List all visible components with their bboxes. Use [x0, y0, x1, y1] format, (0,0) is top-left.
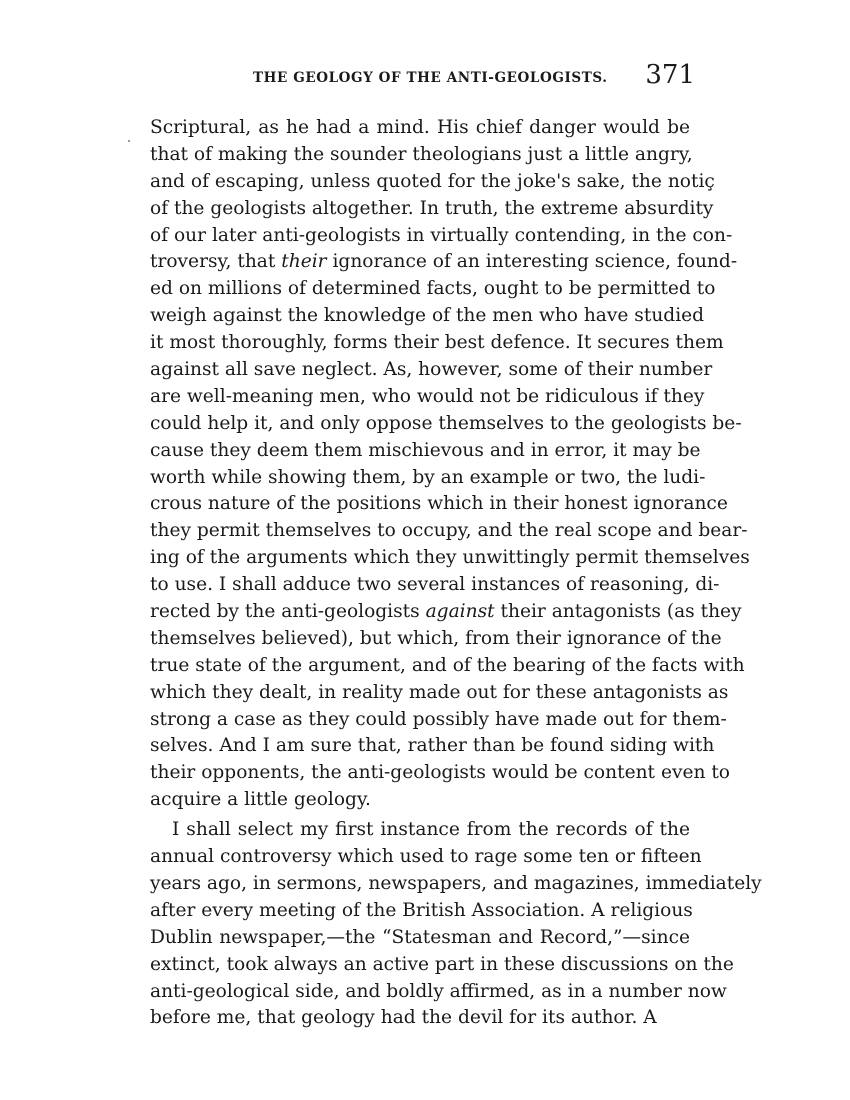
text-line: anti-geological side, and boldly affirmed, as in a number now — [150, 980, 727, 1002]
text-line: rected by the anti-geologists against their antagonists (as they — [150, 601, 742, 623]
text-line: true state of the argument, and of the bearing of the facts with — [150, 654, 745, 676]
text-line: extinct, took always an active part in these discussions on the — [150, 953, 734, 975]
text-line: annual controversy which used to rage some ten or fifteen — [150, 846, 702, 868]
text-line: of our later anti-geologists in virtually contending, in the con- — [150, 224, 733, 246]
body-text — [150, 115, 762, 1032]
text-line: themselves believed), but which, from their ignorance of the — [150, 627, 722, 649]
text-line: which they dealt, in reality made out for these antagonists as — [150, 681, 729, 703]
paragraph — [150, 817, 762, 1032]
text-line: of the geologists altogether. In truth, the extreme absurdity — [150, 197, 714, 219]
text-line: and of escaping, unless quoted for the joke's sake, the notiç — [150, 170, 715, 192]
text-line: Dublin newspaper,—the “Statesman and Record,”—since — [150, 926, 690, 948]
text-line: worth while showing them, by an example or two, the ludi- — [150, 466, 706, 488]
text-line: could help it, and only oppose themselves to the geologists be- — [150, 412, 742, 434]
text-line: to use. I shall adduce two several instances of reasoning, di- — [150, 574, 720, 596]
text-line: before me, that geology had the devil for its author. A — [150, 1007, 657, 1029]
text-line: their opponents, the anti-geologists would be content even to — [150, 762, 731, 784]
text-line: against all save neglect. As, however, some of their number — [150, 359, 713, 381]
text-line: it most thoroughly, forms their best defence. It secures them — [150, 332, 724, 354]
text-line: ing of the arguments which they unwittingly permit themselves — [150, 547, 750, 569]
text-line: selves. And I am sure that, rather than be found siding with — [150, 735, 715, 757]
text-line: I shall select my first instance from the records of the — [172, 819, 690, 841]
text-line: troversy, that their ignorance of an interesting science, found- — [150, 251, 738, 273]
paragraph — [150, 115, 750, 814]
text-line: crous nature of the positions which in their honest ignorance — [150, 493, 728, 515]
running-head — [150, 60, 695, 96]
text-line: they permit themselves to occupy, and the real scope and bear- — [150, 520, 748, 542]
running-title: THE GEOLOGY OF THE ANTI-GEOLOGISTS. — [253, 70, 608, 86]
margin-speck — [128, 140, 130, 142]
text-line: strong a case as they could possibly have made out for them- — [150, 708, 727, 730]
text-line: acquire a little geology. — [150, 789, 371, 811]
page-number: 371 — [645, 60, 695, 90]
text-line: cause they deem them mischievous and in error, it may be — [150, 439, 701, 461]
text-line: ed on millions of determined facts, ought to be permitted to — [150, 278, 716, 300]
text-line: after every meeting of the British Association. A religious — [150, 899, 693, 921]
text-line: that of making the sounder theologians just a little angry, — [150, 143, 693, 165]
text-line: Scriptural, as he had a mind. His chief danger would be — [150, 117, 690, 138]
text-line: weigh against the knowledge of the men who have studied — [150, 305, 705, 327]
text-line: are well-meaning men, who would not be ridiculous if they — [150, 385, 705, 407]
text-line: years ago, in sermons, newspapers, and magazines, immediately — [150, 872, 762, 894]
